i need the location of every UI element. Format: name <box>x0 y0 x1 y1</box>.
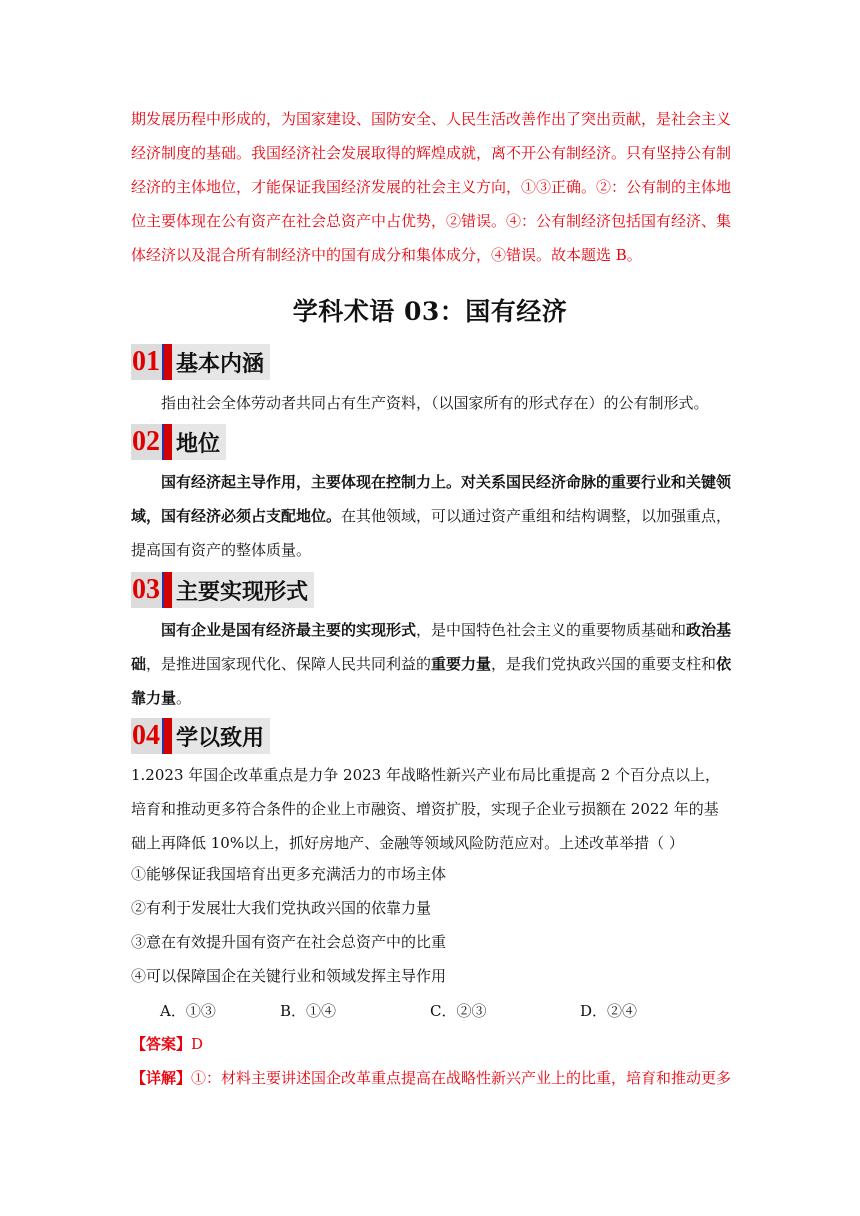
section-number: 03 <box>131 572 162 608</box>
detail-text: ①：材料主要讲述国企改革重点提高在战略性新兴产业上的比重，培育和推动更多 <box>191 1069 732 1087</box>
section-number: 01 <box>131 344 162 380</box>
form-paragraph <box>131 613 733 715</box>
detail-tag: 【详解】 <box>131 1069 192 1087</box>
option-b[interactable]: B．①④ <box>280 1002 337 1020</box>
section-header-01 <box>131 344 270 380</box>
form-bold-1: 国有企业是国有经济最主要的实现形式 <box>161 621 417 639</box>
statement-item: ①能够保证我国培育出更多充满活力的市场主体 <box>131 865 447 883</box>
statement-item: ③意在有效提升国有资产在社会总资产中的比重 <box>131 933 447 951</box>
section-marker-bar <box>162 424 172 460</box>
answer-value: D <box>191 1035 204 1053</box>
section-label: 基本内涵 <box>172 344 270 380</box>
status-normal-text: 在其他领域，可以通过资产重组和结构调整，以加强重点，提高国有资产的整体质量。 <box>131 507 732 559</box>
form-text-4: 。 <box>176 689 192 707</box>
section-header-02 <box>131 424 226 460</box>
section-marker-bar <box>162 344 172 380</box>
section-number: 02 <box>131 424 162 460</box>
option-a[interactable]: A．①③ <box>160 1002 216 1020</box>
statement-item: ④可以保障国企在关键行业和领域发挥主导作用 <box>131 967 447 985</box>
statement-item: ②有利于发展壮大我们党执政兴国的依靠力量 <box>131 899 432 917</box>
section-header-04 <box>131 718 270 754</box>
section-label: 学以致用 <box>172 718 270 754</box>
section-number: 04 <box>131 718 162 754</box>
option-d[interactable]: D．②④ <box>580 1002 638 1020</box>
question-stem: 1.2023 年国企改革重点是力争 2023 年战略性新兴产业布局比重提高 2 个百分点以上，培育和推动更多符合条件的企业上市融资、增资扩股，实现子企业亏损额在 2022 年的基础上再降低 10%以上，抓好房地产、金融等领域风险防范应对。上述改革举措（ ） <box>131 766 721 852</box>
answer-tag: 【答案】 <box>131 1035 192 1053</box>
section-marker-bar <box>162 718 172 754</box>
section-header-03 <box>131 572 314 608</box>
page-title: 学科术语 03：国有经济 <box>292 297 568 326</box>
option-c[interactable]: C．②③ <box>430 1002 487 1020</box>
section-marker-bar <box>162 572 172 608</box>
form-bold-2: 政治基础 <box>131 621 732 673</box>
detail-line <box>131 1063 733 1093</box>
form-text-1: ，是中国特色社会主义的重要物质基础和 <box>416 621 687 639</box>
section-label: 主要实现形式 <box>172 572 314 608</box>
status-bold-text: 国有经济起主导作用，主要体现在控制力上。对关系国民经济命脉的重要行业和关键领域，国有经济必须占支配地位。 <box>131 473 732 525</box>
form-text-2: ，是推进国家现代化、保障人民共同利益的 <box>146 655 432 673</box>
definition-text: 指由社会全体劳动者共同占有生产资料，（以国家所有的形式存在）的公有制形式。 <box>161 394 709 412</box>
status-paragraph <box>131 465 733 567</box>
section-label: 地位 <box>172 424 226 460</box>
answer-line <box>131 1029 203 1059</box>
form-text-3: ，是我们党执政兴国的重要支柱和 <box>491 655 717 673</box>
form-bold-3: 重要力量 <box>431 655 492 673</box>
form-bold-4: 依靠力量 <box>131 655 732 707</box>
intro-explanation: 期发展历程中形成的，为国家建设、国防安全、人民生活改善作出了突出贡献，是社会主义经济制度的基础。我国经济社会发展取得的辉煌成就，离不开公有制经济。只有坚持公有制经济的主体地位，才能保证我国经济发展的社会主义方向，①③正确。②：公有制的主体地位主要体现在公有资产在社会总资产中占优势，②错误。④：公有制经济包括国有经济、集体经济以及混合所有制经济中的国有成分和集体成分，④错误。故本题选 B。 <box>131 110 732 264</box>
